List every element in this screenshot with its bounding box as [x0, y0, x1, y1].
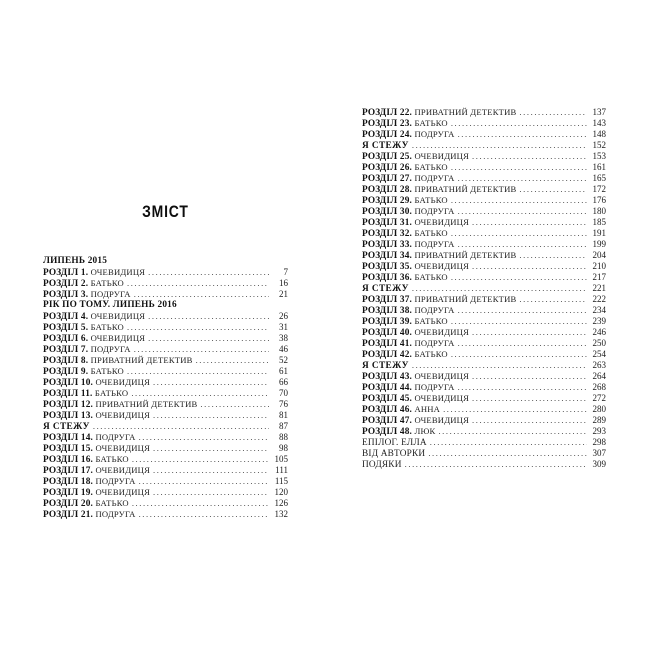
toc-entry — [362, 349, 606, 360]
page-number: 272 — [592, 393, 606, 403]
chapter-title: ОЧЕВИДИЦЯ — [88, 311, 146, 321]
chapter-number: РОЗДІЛ 3. — [43, 290, 89, 300]
chapter-number: РОЗДІЛ 7. — [43, 345, 89, 355]
chapter-number: РОЗДІЛ 13. — [43, 411, 94, 421]
chapter-number: РОЗДІЛ 37. — [362, 295, 413, 305]
chapter-title: ПОДРУГА — [412, 129, 455, 139]
chapter-title: БАТЬКО — [88, 366, 124, 376]
chapter-number: РОЗДІЛ 2. — [43, 279, 89, 289]
toc-entry — [362, 338, 606, 349]
toc-entry — [43, 421, 288, 432]
toc-entry — [362, 184, 606, 195]
page-number: 221 — [592, 283, 606, 293]
chapter-title: ОЧЕВИДИЦЯ — [93, 410, 151, 420]
page-number: 76 — [279, 399, 288, 409]
page-number: 176 — [592, 195, 606, 205]
page-number: 180 — [592, 206, 606, 216]
chapter-title: БАТЬКО — [88, 278, 124, 288]
chapter-title: ПОДРУГА — [93, 476, 136, 486]
toc-entry — [362, 382, 606, 393]
page-title-text: ЗМІСТ — [142, 202, 189, 221]
chapter-title: ОЧЕВИДИЦЯ — [412, 371, 470, 381]
page-number: 88 — [279, 432, 288, 442]
chapter-number: РОЗДІЛ 8. — [43, 356, 89, 366]
section-header: ЛИПЕНЬ 2015 — [43, 256, 108, 266]
toc-entry — [43, 454, 288, 465]
toc-entry — [362, 228, 606, 239]
toc-entry — [362, 305, 606, 316]
chapter-title: ПРИВАТНИЙ ДЕТЕКТИВ — [412, 250, 517, 260]
page-number: 254 — [592, 349, 606, 359]
page-number: 111 — [275, 465, 288, 475]
page-number: 26 — [279, 311, 288, 321]
page-number: 307 — [592, 448, 606, 458]
toc-entry — [362, 393, 606, 404]
toc-entry — [362, 360, 606, 371]
toc-entry — [43, 432, 288, 443]
toc-entry — [43, 267, 288, 278]
chapter-title: АННА — [412, 404, 441, 414]
chapter-title: ОЧЕВИДИЦЯ — [412, 261, 470, 271]
toc-entry — [43, 399, 288, 410]
chapter-title: ПОДРУГА — [412, 239, 455, 249]
chapter-number: РОЗДІЛ 1. — [43, 268, 89, 278]
chapter-number: РОЗДІЛ 26. — [362, 163, 413, 173]
toc-entry — [362, 261, 606, 272]
toc-entry — [43, 344, 288, 355]
toc-entry — [43, 256, 288, 267]
page-number: 115 — [274, 476, 288, 486]
chapter-number: РОЗДІЛ 12. — [43, 400, 94, 410]
chapter-number: РОЗДІЛ 24. — [362, 130, 413, 140]
chapter-title: БАТЬКО — [412, 195, 448, 205]
page-number: 234 — [592, 305, 606, 315]
chapter-label: ВІД АВТОРКИ — [362, 449, 426, 459]
chapter-title: БАТЬКО — [88, 322, 124, 332]
toc-entry — [43, 498, 288, 509]
toc-entry — [43, 443, 288, 454]
page-number: 7 — [283, 267, 288, 277]
page-number: 98 — [279, 443, 288, 453]
toc-entry — [362, 173, 606, 184]
chapter-number: РОЗДІЛ 22. — [362, 108, 413, 118]
chapter-label — [362, 426, 435, 438]
chapter-number: РОЗДІЛ 11. — [43, 389, 93, 399]
page-number: 46 — [279, 344, 288, 354]
chapter-number: РОЗДІЛ 48. — [362, 427, 413, 437]
page-number: 126 — [274, 498, 288, 508]
page-number: 280 — [592, 404, 606, 414]
page-number: 152 — [592, 140, 606, 150]
chapter-number: РОЗДІЛ 19. — [43, 488, 94, 498]
page-number: 210 — [592, 261, 606, 271]
chapter-title: ПОДРУГА — [412, 338, 455, 348]
chapter-number: РОЗДІЛ 32. — [362, 229, 413, 239]
page-number: 250 — [592, 338, 606, 348]
chapter-title: БАТЬКО — [412, 272, 448, 282]
toc-entry — [43, 311, 288, 322]
chapter-number: РОЗДІЛ 35. — [362, 262, 413, 272]
toc-entry — [362, 404, 606, 415]
chapter-number: РОЗДІЛ 17. — [43, 466, 94, 476]
dot-leader — [405, 459, 587, 471]
toc-entry — [43, 465, 288, 476]
page-number: 185 — [592, 217, 606, 227]
chapter-label: ПОДЯКИ — [362, 460, 402, 470]
chapter-number: РОЗДІЛ 39. — [362, 317, 413, 327]
chapter-number: РОЗДІЛ 28. — [362, 185, 413, 195]
chapter-number: РОЗДІЛ 42. — [362, 350, 413, 360]
page-number: 289 — [592, 415, 606, 425]
chapter-title: ПОДРУГА — [412, 173, 455, 183]
page-number: 204 — [592, 250, 606, 260]
chapter-title: ОЧЕВИДИЦЯ — [412, 151, 470, 161]
chapter-title: ПОДРУГА — [88, 344, 131, 354]
page-number: 309 — [592, 459, 606, 469]
chapter-title: ПОДРУГА — [412, 206, 455, 216]
chapter-number: РОЗДІЛ 20. — [43, 499, 94, 509]
page-number: 120 — [274, 487, 288, 497]
chapter-title: ПОДРУГА — [93, 432, 136, 442]
toc-entry — [43, 388, 288, 399]
chapter-title: ОЧЕВИДИЦЯ — [88, 333, 146, 343]
toc-entry — [362, 283, 606, 294]
chapter-title: ОЧЕВИДИЦЯ — [412, 217, 470, 227]
toc-entry — [43, 509, 288, 520]
toc-entry — [362, 272, 606, 283]
chapter-number: РОЗДІЛ 46. — [362, 405, 413, 415]
chapter-number: РОЗДІЛ 27. — [362, 174, 413, 184]
page-number: 298 — [592, 437, 606, 447]
chapter-title: БАТЬКО — [93, 454, 129, 464]
chapter-number: РОЗДІЛ 30. — [362, 207, 413, 217]
page-number: 153 — [592, 151, 606, 161]
chapter-title: ОЧЕВИДИЦЯ — [412, 327, 470, 337]
toc-entry — [362, 151, 606, 162]
chapter-title: БАТЬКО — [93, 498, 129, 508]
chapter-title: ПРИВАТНИЙ ДЕТЕКТИВ — [412, 184, 517, 194]
toc-entry — [43, 476, 288, 487]
chapter-number: РОЗДІЛ 41. — [362, 339, 413, 349]
page-number: 70 — [279, 388, 288, 398]
page-number: 199 — [592, 239, 606, 249]
toc-entry — [43, 300, 288, 311]
page-number: 21 — [279, 289, 288, 299]
chapter-number: РОЗДІЛ 14. — [43, 433, 94, 443]
chapter-title: ПОДРУГА — [88, 289, 131, 299]
page-number: 52 — [279, 355, 288, 365]
chapter-number: РОЗДІЛ 23. — [362, 119, 413, 129]
toc-entry — [43, 487, 288, 498]
chapter-number: РОЗДІЛ 25. — [362, 152, 413, 162]
chapter-title: ПОДРУГА — [412, 305, 455, 315]
page-number: 148 — [592, 129, 606, 139]
toc-entry — [362, 316, 606, 327]
page-number: 263 — [592, 360, 606, 370]
chapter-number: РОЗДІЛ 4. — [43, 312, 89, 322]
page-number: 105 — [274, 454, 288, 464]
toc-entry — [362, 129, 606, 140]
section-header: РІК ПО ТОМУ. ЛИПЕНЬ 2016 — [43, 300, 177, 310]
chapter-number: РОЗДІЛ 33. — [362, 240, 413, 250]
toc-entry — [362, 426, 606, 437]
toc-entry — [362, 448, 606, 459]
chapter-label — [43, 509, 136, 521]
chapter-title: ОЧЕВИДИЦЯ — [93, 443, 151, 453]
toc-entry — [362, 217, 606, 228]
chapter-title: ПРИВАТНИЙ ДЕТЕКТИВ — [412, 107, 517, 117]
chapter-title: ОЧЕВИДИЦЯ — [93, 465, 151, 475]
page-number: 143 — [592, 118, 606, 128]
chapter-number: РОЗДІЛ 10. — [43, 378, 94, 388]
chapter-number: РОЗДІЛ 44. — [362, 383, 413, 393]
chapter-title: ПРИВАТНИЙ ДЕТЕКТИВ — [93, 399, 198, 409]
page-number: 222 — [592, 294, 606, 304]
chapter-number: РОЗДІЛ 16. — [43, 455, 94, 465]
chapter-title: ЛЮК — [412, 426, 436, 436]
toc-entry — [362, 415, 606, 426]
page-number: 264 — [592, 371, 606, 381]
chapter-number: РОЗДІЛ 45. — [362, 394, 413, 404]
chapter-number: РОЗДІЛ 15. — [43, 444, 94, 454]
chapter-number: РОЗДІЛ 38. — [362, 306, 413, 316]
toc-entry — [362, 437, 606, 448]
toc-entry — [362, 195, 606, 206]
toc-entry — [43, 278, 288, 289]
chapter-title: БАТЬКО — [412, 118, 448, 128]
chapter-title: БАТЬКО — [412, 316, 448, 326]
chapter-label: Я СТЕЖУ — [362, 284, 409, 294]
chapter-label: ЕПІЛОГ. ЕЛЛА — [362, 438, 427, 448]
page-number: 87 — [279, 421, 288, 431]
toc-entry — [43, 322, 288, 333]
toc-column-left — [43, 256, 288, 520]
toc-column-right — [362, 107, 606, 470]
toc-entry — [43, 289, 288, 300]
toc-entry — [362, 459, 606, 470]
page-number: 38 — [279, 333, 288, 343]
toc-entry — [43, 333, 288, 344]
page-number: 66 — [279, 377, 288, 387]
chapter-number: РОЗДІЛ 36. — [362, 273, 413, 283]
toc-entry — [362, 294, 606, 305]
page-number: 246 — [592, 327, 606, 337]
chapter-title: ПОДРУГА — [93, 509, 136, 519]
page-title — [43, 202, 288, 222]
chapter-number: РОЗДІЛ 31. — [362, 218, 413, 228]
chapter-number: РОЗДІЛ 21. — [43, 510, 94, 520]
toc-entry — [362, 140, 606, 151]
chapter-title: ПРИВАТНИЙ ДЕТЕКТИВ — [412, 294, 517, 304]
chapter-title: ОЧЕВИДИЦЯ — [93, 487, 151, 497]
page-number: 81 — [279, 410, 288, 420]
page-number: 137 — [592, 107, 606, 117]
page-number: 191 — [592, 228, 606, 238]
chapter-number: РОЗДІЛ 29. — [362, 196, 413, 206]
page-number: 16 — [279, 278, 288, 288]
toc-entry — [43, 366, 288, 377]
page-number: 61 — [279, 366, 288, 376]
chapter-number: РОЗДІЛ 43. — [362, 372, 413, 382]
chapter-title: ОЧЕВИДИЦЯ — [412, 393, 470, 403]
chapter-title: ОЧЕВИДИЦЯ — [88, 267, 146, 277]
toc-entry — [43, 377, 288, 388]
page-number: 293 — [592, 426, 606, 436]
chapter-title: ОЧЕВИДИЦЯ — [412, 415, 470, 425]
page-number: 31 — [279, 322, 288, 332]
toc-entry — [43, 410, 288, 421]
chapter-number: РОЗДІЛ 34. — [362, 251, 413, 261]
toc-entry — [362, 239, 606, 250]
toc-entry — [362, 206, 606, 217]
chapter-label: Я СТЕЖУ — [43, 422, 90, 432]
chapter-label: Я СТЕЖУ — [362, 141, 409, 151]
page-number: 172 — [592, 184, 606, 194]
chapter-number: РОЗДІЛ 6. — [43, 334, 89, 344]
page-number: 161 — [592, 162, 606, 172]
chapter-number: РОЗДІЛ 47. — [362, 416, 413, 426]
chapter-title: БАТЬКО — [412, 228, 448, 238]
chapter-title: БАТЬКО — [412, 349, 448, 359]
chapter-title: ПОДРУГА — [412, 382, 455, 392]
chapter-title: ОЧЕВИДИЦЯ — [93, 377, 151, 387]
toc-entry — [43, 355, 288, 366]
chapter-number: РОЗДІЛ 9. — [43, 367, 89, 377]
chapter-label: Я СТЕЖУ — [362, 361, 409, 371]
dot-leader — [139, 509, 269, 521]
chapter-title: ПРИВАТНИЙ ДЕТЕКТИВ — [88, 355, 193, 365]
page-number: 268 — [592, 382, 606, 392]
page-number: 165 — [592, 173, 606, 183]
chapter-number: РОЗДІЛ 18. — [43, 477, 94, 487]
toc-entry — [362, 327, 606, 338]
toc-entry — [362, 107, 606, 118]
toc-entry — [362, 371, 606, 382]
toc-entry — [362, 162, 606, 173]
toc-entry — [362, 118, 606, 129]
chapter-number: РОЗДІЛ 5. — [43, 323, 89, 333]
page-number: 239 — [592, 316, 606, 326]
page-number: 132 — [274, 509, 288, 519]
page-number: 217 — [592, 272, 606, 282]
chapter-title: БАТЬКО — [92, 388, 129, 398]
toc-entry — [362, 250, 606, 261]
chapter-number: РОЗДІЛ 40. — [362, 328, 413, 338]
chapter-title: БАТЬКО — [412, 162, 448, 172]
